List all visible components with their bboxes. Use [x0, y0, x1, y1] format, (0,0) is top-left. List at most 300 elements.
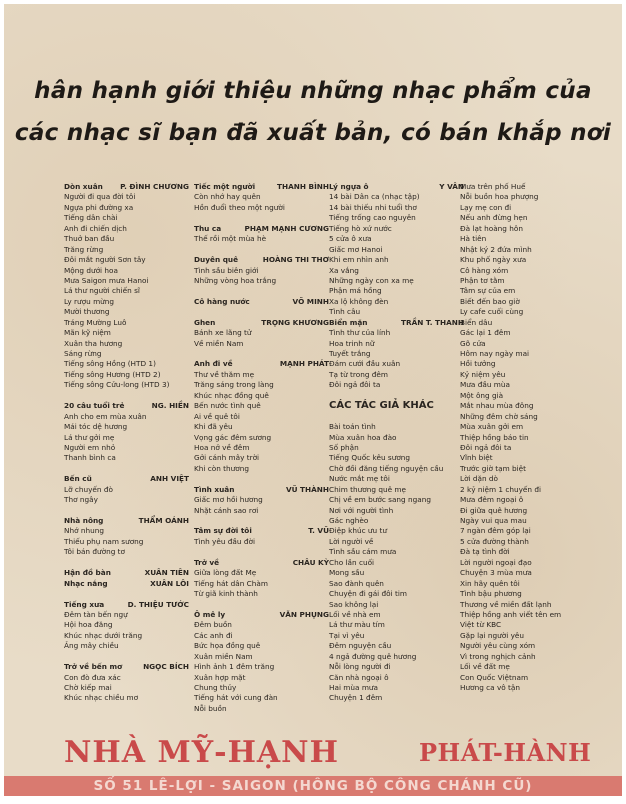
song-title: Xuân miền Nam: [194, 651, 253, 661]
song-entry: [329, 610, 464, 620]
song-entry: [194, 652, 329, 662]
spacer: [64, 589, 189, 599]
song-entry: [460, 631, 580, 641]
song-entry: [460, 495, 580, 505]
song-title: 14 bài thiếu nhi tuổi thơ: [329, 202, 417, 212]
song-title: Tình xuân: [194, 484, 235, 494]
song-title: Trăng sáng trong làng: [194, 380, 274, 390]
song-entry: [64, 693, 189, 703]
song-title: Bến cũ: [64, 474, 92, 484]
song-title: Chị về em bước sang ngang: [329, 495, 431, 505]
song-title: Tình bậu phương: [460, 589, 522, 599]
song-entry: [460, 286, 580, 296]
song-title: Tiếng hò xứ nước: [329, 223, 392, 233]
song-title: Tình câu: [329, 307, 361, 317]
song-entry: [64, 537, 189, 547]
song-entry: [194, 506, 329, 516]
song-title: Đêm buồn: [194, 620, 232, 630]
song-title: Nước mắt mẹ tôi: [329, 474, 390, 484]
songbook-back-cover: [4, 4, 622, 796]
song-title: Chuyện đi gái đôi tim: [329, 589, 407, 599]
publisher-banner: [4, 734, 622, 772]
song-entry: [194, 370, 329, 380]
song-title: Xuân tha hương: [64, 338, 123, 348]
spacer: [194, 516, 329, 526]
song-entry: [460, 474, 580, 484]
composer-name: P. ĐÌNH CHƯƠNG: [120, 182, 189, 191]
song-entry: [64, 234, 189, 244]
song-title: Ly rượu mừng: [64, 296, 115, 306]
song-title: Mắt nhau mùa đông: [460, 401, 534, 411]
song-entry: [64, 349, 189, 359]
composer-name: VÕ MINH: [292, 296, 329, 306]
song-title: Tiếng Quốc kêu sương: [329, 453, 411, 463]
composer-name: CHÂU KỲ: [292, 557, 329, 567]
song-title: 20 câu tuổi trẻ: [64, 401, 125, 411]
song-title: Lối về nhà em: [329, 609, 381, 619]
song-title: Khi đã yêu: [194, 422, 233, 432]
song-title: Hình ảnh 1 đêm trăng: [194, 662, 275, 672]
song-title: Tiếng hát với cung đàn: [194, 693, 278, 703]
song-entry: [194, 203, 329, 213]
song-entry: [194, 631, 329, 641]
song-title: Bánh xe lãng tử: [194, 328, 252, 338]
song-title: Chuyện 1 đêm: [329, 693, 383, 703]
spacer: [194, 286, 329, 296]
headline-line-1: hân hạnh giới thiệu những nhạc phẩm của: [34, 78, 592, 104]
song-title: Cô hàng nước: [194, 296, 250, 306]
song-entry: [460, 568, 580, 578]
song-entry: [460, 641, 580, 651]
song-title: Lời người về: [329, 536, 374, 546]
song-entry: [460, 506, 580, 516]
song-title: Người em nhỏ: [64, 442, 116, 452]
song-entry: [460, 558, 580, 568]
composer-name: VĂN PHỤNG: [279, 609, 329, 619]
composer-name: HOÀNG THI THƠ: [262, 255, 329, 265]
song-entry: [329, 453, 464, 463]
song-title: Tâm sự đời tôi: [194, 526, 252, 536]
song-title: Bài toán tình: [329, 422, 376, 432]
song-entry: [194, 704, 329, 714]
song-title: Nhật ký 2 đứa mình: [460, 244, 532, 254]
song-title: Thanh bình ca: [64, 453, 116, 463]
song-entry: [329, 464, 464, 474]
song-entry: [194, 673, 329, 683]
spacer: [194, 349, 329, 359]
song-title: Mùa xuân gởi em: [460, 422, 524, 432]
song-entry: [329, 526, 464, 536]
song-entry: [194, 266, 329, 276]
song-entry: [64, 318, 189, 328]
song-entry: [194, 641, 329, 651]
song-entry: [460, 422, 580, 432]
song-title: Bức họa đồng quê: [194, 641, 261, 651]
song-entry: [460, 380, 580, 390]
song-title: Mùa xuân hoa đào: [329, 432, 397, 442]
song-entry: [460, 192, 580, 202]
song-entry: [329, 443, 464, 453]
song-entry: [329, 307, 464, 317]
song-entry: [460, 359, 580, 369]
song-title: Lá thư màu tím: [329, 620, 385, 630]
song-title: Ai về quê tôi: [194, 411, 240, 421]
song-title: Còn nhớ hay quên: [194, 192, 261, 202]
song-entry: [194, 464, 329, 474]
composer-name: T. VŨ: [308, 526, 329, 536]
song-title: Đêm nguyện cầu: [329, 641, 392, 651]
song-title: Việt từ KBC: [460, 620, 502, 630]
song-title: Đôi ngả đôi ta: [460, 442, 512, 452]
song-title: Gác lại 1 đêm: [460, 328, 511, 338]
song-entry: [460, 453, 580, 463]
composer-name: MẠNH PHÁT: [279, 359, 329, 369]
song-title: Anh đi về: [194, 359, 233, 369]
song-title: Sao không lại: [329, 599, 379, 609]
spacer: [329, 412, 464, 422]
song-entry: [329, 380, 464, 390]
song-title: Xa vắng: [329, 265, 359, 275]
composer-name: THANH BÌNH: [277, 182, 329, 191]
song-entry: [329, 297, 464, 307]
song-title: 5 cửa ô xưa: [329, 234, 372, 244]
song-title: Bến nước tình quê: [194, 401, 261, 411]
song-title: Hương ca vô tận: [460, 683, 521, 692]
song-title: Khu phố ngày xưa: [460, 255, 527, 265]
song-title: Trở về: [194, 557, 220, 567]
song-entry: [329, 266, 464, 276]
song-entry: [194, 693, 329, 703]
song-title: Lý ngựa ô: [329, 182, 369, 191]
song-entry: [460, 213, 580, 223]
song-entry: [194, 182, 329, 192]
song-entry: [64, 203, 189, 213]
song-title: Xa lộ không đèn: [329, 296, 389, 306]
song-title: Mưa Saigon mưa Hanoi: [64, 275, 149, 285]
song-title: 14 bài Dân ca (nhạc tập): [329, 192, 420, 202]
song-column-3: [329, 182, 464, 704]
song-entry: [194, 495, 329, 505]
song-entry: [64, 297, 189, 307]
song-title: Khúc nhạc chiều mơ: [64, 693, 139, 703]
song-entry: [329, 673, 464, 683]
song-entry: [64, 307, 189, 317]
song-entry: [460, 234, 580, 244]
composer-name: XUÂN TIÊN: [144, 568, 189, 578]
song-title: Mười thương: [64, 307, 110, 317]
song-title: Gõ cửa: [460, 338, 486, 348]
song-title: Kỷ niệm yêu: [460, 369, 506, 379]
composer-name: PHẠM MẠNH CƯƠNG: [244, 223, 329, 233]
song-title: Sao đành quên: [329, 578, 384, 588]
song-entry: [460, 224, 580, 234]
song-title: Tình thư của lính: [329, 328, 391, 338]
song-title: Thiếu phụ nam sương: [64, 536, 144, 546]
song-title: Một ông già: [460, 390, 504, 400]
song-title: Biết đến bao giờ: [460, 296, 520, 306]
song-entry: [460, 589, 580, 599]
song-entry: [460, 370, 580, 380]
song-title: Con Quốc Việtnam: [460, 672, 529, 682]
song-entry: [64, 610, 189, 620]
song-entry: [64, 224, 189, 234]
song-title: Thơ ngây: [64, 495, 98, 505]
publisher-name: NHÀ MỸ-HẠNH: [64, 735, 339, 770]
song-title: Nhà nông: [64, 516, 104, 525]
song-entry: [64, 526, 189, 536]
song-title: Cho lần cuối: [329, 557, 375, 567]
composer-name: THẨM OÁNH: [138, 516, 189, 525]
section-title: CÁC TÁC GIẢ KHÁC: [329, 400, 434, 412]
song-entry: [329, 620, 464, 630]
song-title: Mái tóc dệ hương: [64, 422, 128, 432]
song-title: Xin hãy quên tôi: [460, 578, 520, 588]
song-title: Hoa trinh nữ: [329, 338, 375, 348]
song-entry: [329, 370, 464, 380]
song-entry: [460, 297, 580, 307]
song-entry: [64, 600, 189, 610]
song-entry: [64, 370, 189, 380]
song-title: Nơi với người tình: [329, 505, 394, 515]
spacer: [64, 464, 189, 474]
song-entry: [64, 422, 189, 432]
song-entry: [64, 401, 189, 411]
song-entry: [194, 558, 329, 568]
song-title: Hoa nở về đêm: [194, 442, 250, 452]
song-entry: [460, 412, 580, 422]
song-entry: [329, 286, 464, 296]
song-title: Con đò đưa xác: [64, 672, 121, 682]
song-title: Giấc mơ hồi hương: [194, 495, 263, 505]
song-entry: [460, 683, 580, 693]
song-title: Vì trong nghịch cảnh: [460, 651, 536, 661]
song-entry: [64, 245, 189, 255]
song-entry: [64, 380, 189, 390]
song-title: Tiếng sông Hương (HTD 2): [64, 369, 161, 379]
song-title: Tráng Mường Luô: [64, 317, 127, 327]
publisher-role: PHÁT-HÀNH: [419, 738, 592, 767]
song-entry: [460, 349, 580, 359]
song-title: Lạy mẹ con đi: [460, 202, 512, 212]
song-title: 5 cửa đường thành: [460, 536, 529, 546]
composer-name: Y VÂN: [439, 182, 464, 191]
song-title: Tạ từ trong đêm: [329, 369, 389, 379]
spacer: [64, 391, 189, 401]
song-title: Giấc mơ Hanoi: [329, 244, 383, 254]
song-title: Thương về miền đất lạnh: [460, 599, 552, 609]
song-entry: [329, 224, 464, 234]
composer-name: VŨ THÀNH: [285, 484, 329, 494]
song-title: Mưa trên phố Huế: [460, 182, 526, 191]
song-entry: [194, 255, 329, 265]
song-title: Tiếc một người: [194, 182, 256, 191]
song-entry: [194, 526, 329, 536]
song-entry: [194, 318, 329, 328]
song-title: Tình yêu đầu đời: [194, 536, 255, 546]
song-entry: [460, 620, 580, 630]
song-entry: [194, 433, 329, 443]
song-title: Dòn xuân: [64, 182, 103, 191]
song-title: Chung thủy: [194, 683, 237, 692]
song-entry: [329, 495, 464, 505]
song-entry: [194, 380, 329, 390]
song-title: Xuân hợp mặt: [194, 672, 246, 682]
song-entry: [64, 547, 189, 557]
spacer: [194, 600, 329, 610]
song-title: Giữa lòng đất Mẹ: [194, 568, 257, 578]
song-title: Những đêm chờ sáng: [460, 411, 538, 421]
song-title: Nhặt cánh sao rơi: [194, 505, 259, 515]
song-entry: [329, 506, 464, 516]
song-entry: [64, 631, 189, 641]
song-title: Ngày vui qua mau: [460, 516, 527, 525]
song-entry: [460, 318, 580, 328]
song-title: Mong sầu: [329, 568, 365, 578]
song-title: Nhớ nhung: [64, 526, 104, 536]
song-title: Đà tạ tình đời: [460, 547, 510, 557]
song-entry: [64, 453, 189, 463]
song-title: Người yêu cùng xóm: [460, 641, 536, 651]
song-entry: [64, 266, 189, 276]
song-entry: [460, 203, 580, 213]
song-title: Tiếng xưa: [64, 599, 105, 609]
song-title: 2 kỷ niệm 1 chuyến đi: [460, 484, 542, 494]
song-title: Mãn kỹ niệm: [64, 328, 111, 338]
song-title: Hôm nay ngày mai: [460, 349, 530, 358]
song-entry: [194, 328, 329, 338]
song-title: Ngựa phi đường xa: [64, 202, 134, 212]
song-entry: [64, 339, 189, 349]
song-title: Gác nghèo: [329, 516, 369, 525]
song-entry: [329, 318, 464, 328]
song-title: Duyên quê: [194, 255, 239, 265]
song-title: Chờ đồi đăng tiếng nguyện cầu: [329, 463, 444, 473]
song-entry: [64, 433, 189, 443]
song-entry: [460, 245, 580, 255]
spacer: [194, 213, 329, 223]
song-title: Nỗi lòng người đi: [329, 662, 391, 672]
song-title: Phận tơ tằm: [460, 275, 505, 285]
song-title: Về miền Nam: [194, 338, 244, 348]
song-entry: [460, 485, 580, 495]
song-entry: [64, 328, 189, 338]
song-title: Đi giữa quê hương: [460, 505, 528, 515]
song-title: Anh cho em mùa xuân: [64, 411, 147, 421]
song-entry: [460, 276, 580, 286]
song-entry: [64, 255, 189, 265]
song-entry: [329, 255, 464, 265]
song-entry: [329, 631, 464, 641]
spacer: [64, 506, 189, 516]
song-entry: [194, 537, 329, 547]
song-entry: [329, 641, 464, 651]
spacer: [194, 547, 329, 557]
song-title: Hận đồ bàn: [64, 568, 111, 578]
song-title: Sáng rừng: [64, 349, 102, 358]
song-entry: [64, 641, 189, 651]
song-entry: [329, 203, 464, 213]
song-entry: [329, 182, 464, 192]
composer-name: D. THIỆU TƯỚC: [127, 599, 189, 609]
song-title: Gởi cánh mây trời: [194, 453, 260, 463]
song-entry: [194, 339, 329, 349]
song-entry: [64, 568, 189, 578]
song-entry: [194, 485, 329, 495]
song-title: 7 ngàn đêm góp lại: [460, 526, 531, 536]
composer-name: TRẦN T. THANH: [400, 317, 464, 327]
song-entry: [460, 662, 580, 672]
song-entry: [194, 192, 329, 202]
composer-name: XUÂN LÔI: [150, 578, 189, 588]
song-entry: [194, 443, 329, 453]
spacer: [194, 307, 329, 317]
song-entry: [460, 266, 580, 276]
song-title: Khi còn thương: [194, 463, 250, 473]
composer-name: ANH VIỆT: [150, 474, 189, 484]
song-title: Lá thư gởi mẹ: [64, 432, 115, 442]
song-title: Tiếng hát dân Chàm: [194, 578, 268, 588]
song-title: Tình sầu biên giới: [194, 265, 259, 275]
song-title: Vĩnh biệt: [460, 453, 493, 463]
song-title: Lá thư người chiến sĩ: [64, 286, 140, 296]
song-entry: [64, 516, 189, 526]
song-entry: [64, 662, 189, 672]
song-entry: [329, 234, 464, 244]
song-entry: [329, 474, 464, 484]
song-title: Thiệp hồng báo tin: [460, 432, 529, 442]
song-entry: [64, 485, 189, 495]
section-heading: [329, 401, 464, 411]
song-title: Phận má hồng: [329, 286, 382, 296]
song-entry: [460, 255, 580, 265]
song-entry: [329, 328, 464, 338]
song-title: Đà lạt hoàng hôn: [460, 223, 523, 233]
song-entry: [329, 568, 464, 578]
song-title: Thế rồi một mùa hè: [194, 234, 267, 244]
song-title: Hồi tưởng: [460, 359, 496, 369]
song-title: Khúc nhạc dưới trăng: [64, 630, 143, 640]
spacer: [64, 558, 189, 568]
song-title: Nếu anh đừng hẹn: [460, 213, 528, 223]
song-entry: [64, 276, 189, 286]
song-entry: [64, 495, 189, 505]
song-title: Những vòng hoa trắng: [194, 275, 277, 285]
song-entry: [460, 526, 580, 536]
song-entry: [329, 213, 464, 223]
song-entry: [460, 516, 580, 526]
song-entry: [460, 328, 580, 338]
song-title: Hà tiên: [460, 234, 487, 244]
song-entry: [460, 673, 580, 683]
song-column-2: [194, 182, 329, 714]
song-title: Các anh đi: [194, 630, 233, 640]
song-title: Vọng gác đêm sương: [194, 432, 272, 442]
song-title: Từ giã kinh thành: [194, 589, 258, 599]
song-entry: [194, 224, 329, 234]
song-entry: [329, 433, 464, 443]
song-title: Số phận: [329, 442, 359, 452]
song-entry: [329, 600, 464, 610]
song-title: Mưa đêm ngoại ô: [460, 495, 524, 505]
song-title: Tâm sự của em: [460, 286, 516, 296]
song-title: Trăng rừng: [64, 244, 104, 254]
song-title: Cô hàng xóm: [460, 265, 509, 275]
song-title: Hai mùa mưa: [329, 683, 379, 692]
song-entry: [460, 182, 580, 192]
song-title: Đám cưới đầu xuân: [329, 359, 401, 369]
song-title: Thư về thăm mẹ: [194, 369, 255, 379]
song-entry: [460, 433, 580, 443]
